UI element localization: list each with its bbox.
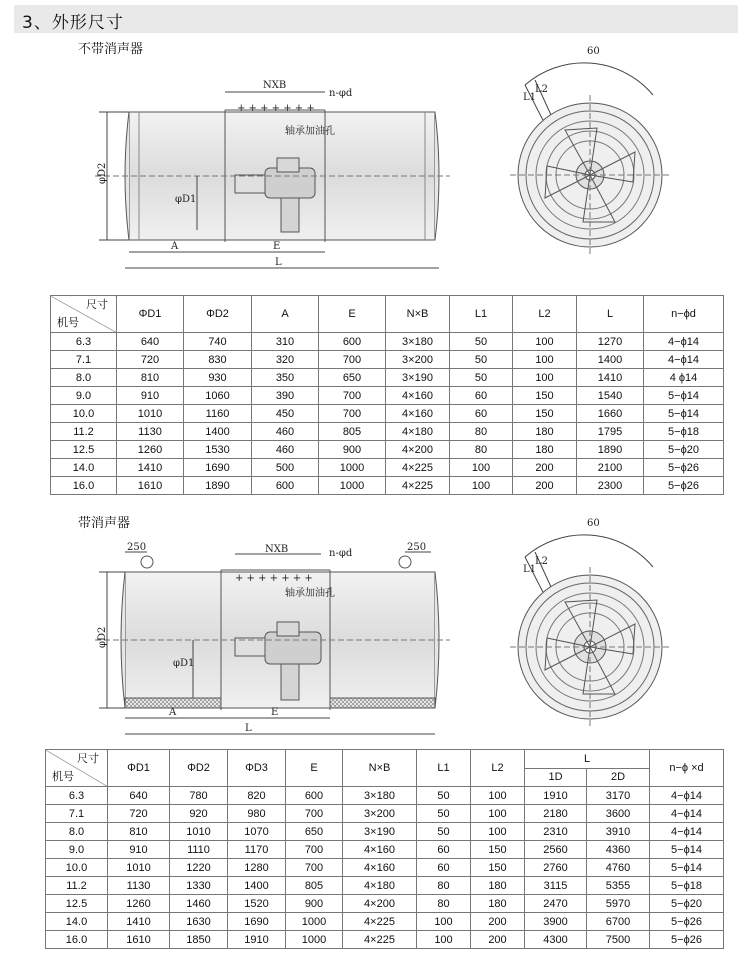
table-cell: 100 [513, 369, 577, 387]
table-cell: 4×160 [386, 387, 450, 405]
table-cell: 100 [513, 351, 577, 369]
table-cell: 900 [319, 441, 386, 459]
model-cell: 16.0 [46, 931, 108, 949]
table-cell: 780 [170, 787, 228, 805]
table-cell: 3×190 [343, 823, 417, 841]
table-cell: 390 [252, 387, 319, 405]
table-cell: 180 [471, 877, 525, 895]
table-row [46, 913, 724, 931]
table-cell: 1410 [117, 459, 184, 477]
table-cell: 460 [252, 441, 319, 459]
table-row [51, 459, 724, 477]
table-cell: 4−ϕ14 [650, 805, 724, 823]
table-row [46, 877, 724, 895]
table-cell: 1270 [577, 333, 644, 351]
table-cell: 910 [108, 841, 170, 859]
table-cell: 4−ϕ14 [644, 351, 724, 369]
model-cell: 16.0 [51, 477, 117, 495]
model-cell: 11.2 [51, 423, 117, 441]
label-bearing-1: 轴承加油孔 [285, 126, 335, 137]
table-row [46, 823, 724, 841]
table-row [51, 369, 724, 387]
table-cell: 200 [471, 913, 525, 931]
side-view-drawing-2 [85, 540, 455, 740]
label-a-1: A [171, 241, 179, 252]
table-cell: 740 [184, 333, 252, 351]
section-title: 3、外形尺寸 [22, 13, 124, 33]
table-cell: 1010 [108, 859, 170, 877]
table-cell: 700 [286, 841, 343, 859]
table-cell: 80 [450, 423, 513, 441]
label-d1-1: φD1 [175, 194, 197, 205]
table-cell: 5−ϕ20 [644, 441, 724, 459]
table-cell: 180 [471, 895, 525, 913]
col-header: N×B [343, 750, 417, 787]
model-cell: 9.0 [46, 841, 108, 859]
table-cell: 5−ϕ26 [644, 459, 724, 477]
table-cell: 1000 [286, 931, 343, 949]
table-cell: 4×160 [343, 841, 417, 859]
table-cell: 5−ϕ26 [650, 931, 724, 949]
table-cell: 920 [170, 805, 228, 823]
table-cell: 50 [417, 805, 471, 823]
col-header: L [577, 296, 644, 333]
table-cell: 3900 [525, 913, 587, 931]
table-cell: 4×160 [343, 859, 417, 877]
table-cell: 5−ϕ26 [650, 913, 724, 931]
label-l2-1: L2 [535, 84, 549, 95]
col-header: A [252, 296, 319, 333]
table-cell: 3×200 [343, 805, 417, 823]
table-cell: 1410 [108, 913, 170, 931]
label-nxb-2: NXB [265, 544, 289, 555]
section-header [14, 5, 738, 33]
label-angle-2: 60 [587, 518, 600, 529]
table-cell: 5−ϕ20 [650, 895, 724, 913]
table-cell: 80 [417, 877, 471, 895]
header-size: 尺寸 [86, 299, 108, 311]
table-cell: 4 ϕ14 [644, 369, 724, 387]
col-header: ΦD2 [170, 750, 228, 787]
table-cell: 4−ϕ14 [644, 333, 724, 351]
model-cell: 9.0 [51, 387, 117, 405]
table-cell: 1400 [184, 423, 252, 441]
label-a-2: A [169, 707, 177, 718]
table-cell: 5−ϕ26 [644, 477, 724, 495]
header-model: 机号 [57, 317, 79, 329]
table-cell: 60 [450, 405, 513, 423]
table-cell: 460 [252, 423, 319, 441]
table-cell: 6700 [587, 913, 650, 931]
table-cell: 650 [286, 823, 343, 841]
col-header: E [286, 750, 343, 787]
table-cell: 50 [417, 787, 471, 805]
table-cell: 1460 [170, 895, 228, 913]
table-cell: 200 [513, 477, 577, 495]
table-cell: 2310 [525, 823, 587, 841]
table-cell: 4×200 [386, 441, 450, 459]
table-cell: 1070 [228, 823, 286, 841]
table-cell: 3600 [587, 805, 650, 823]
label-e-2: E [271, 707, 279, 718]
table-cell: 100 [471, 787, 525, 805]
table-row [51, 477, 724, 495]
table-cell: 1520 [228, 895, 286, 913]
label-nxb-1: NXB [263, 80, 287, 91]
table-cell: 1540 [577, 387, 644, 405]
table-cell: 700 [286, 805, 343, 823]
table-cell: 1690 [228, 913, 286, 931]
table-cell: 1130 [108, 877, 170, 895]
table-row [51, 351, 724, 369]
label-nphid-1: n-φd [329, 88, 353, 99]
table-cell: 5355 [587, 877, 650, 895]
model-cell: 11.2 [46, 877, 108, 895]
table-cell: 1330 [170, 877, 228, 895]
table-cell: 100 [471, 805, 525, 823]
table-cell: 350 [252, 369, 319, 387]
model-cell: 8.0 [51, 369, 117, 387]
table-cell: 600 [252, 477, 319, 495]
model-cell: 14.0 [46, 913, 108, 931]
table-row [51, 441, 724, 459]
col-header: L1 [450, 296, 513, 333]
table-cell: 4×200 [343, 895, 417, 913]
col-header: N×B [386, 296, 450, 333]
table-cell: 100 [513, 333, 577, 351]
col-header: L2 [471, 750, 525, 787]
table-cell: 1690 [184, 459, 252, 477]
table-cell: 900 [286, 895, 343, 913]
table-cell: 450 [252, 405, 319, 423]
label-nphid-2: n-φd [329, 548, 353, 559]
table-cell: 1010 [117, 405, 184, 423]
table-cell: 320 [252, 351, 319, 369]
table-cell: 810 [117, 369, 184, 387]
table-cell: 500 [252, 459, 319, 477]
table-row [51, 333, 724, 351]
table-cell: 720 [117, 351, 184, 369]
col-header: n−ϕ ×d [650, 750, 724, 787]
header-corner-cell [46, 750, 108, 787]
table-cell: 100 [471, 823, 525, 841]
col-header-l-group: L [525, 750, 650, 769]
table-cell: 700 [319, 405, 386, 423]
table-row [51, 387, 724, 405]
table-cell: 310 [252, 333, 319, 351]
table-cell: 5970 [587, 895, 650, 913]
table-cell: 1890 [184, 477, 252, 495]
table-cell: 3×200 [386, 351, 450, 369]
table-cell: 80 [417, 895, 471, 913]
table-body [46, 787, 724, 949]
table-cell: 1000 [319, 477, 386, 495]
table-cell: 640 [108, 787, 170, 805]
col-header: L1 [417, 750, 471, 787]
table-cell: 4×225 [386, 459, 450, 477]
table-cell: 2470 [525, 895, 587, 913]
table-cell: 50 [450, 369, 513, 387]
label-e-1: E [273, 241, 281, 252]
table-cell: 1530 [184, 441, 252, 459]
label-l1-1: L1 [523, 92, 537, 103]
table-cell: 3170 [587, 787, 650, 805]
model-cell: 8.0 [46, 823, 108, 841]
table-cell: 700 [319, 387, 386, 405]
table-cell: 60 [417, 841, 471, 859]
table-cell: 4×225 [343, 931, 417, 949]
table-cell: 1660 [577, 405, 644, 423]
model-cell: 7.1 [46, 805, 108, 823]
table-cell: 910 [117, 387, 184, 405]
table-cell: 650 [319, 369, 386, 387]
table-cell: 5−ϕ14 [644, 387, 724, 405]
table-cell: 1400 [228, 877, 286, 895]
table-cell: 100 [417, 931, 471, 949]
table-row [51, 405, 724, 423]
table-cell: 3×180 [343, 787, 417, 805]
label-250b: 250 [407, 542, 427, 553]
table-cell: 2180 [525, 805, 587, 823]
table-cell: 5−ϕ14 [650, 859, 724, 877]
model-cell: 12.5 [51, 441, 117, 459]
table-cell: 820 [228, 787, 286, 805]
table-cell: 180 [513, 441, 577, 459]
table-cell: 4×160 [386, 405, 450, 423]
table-row [46, 787, 724, 805]
table-cell: 700 [286, 859, 343, 877]
table-cell: 4−ϕ14 [650, 787, 724, 805]
table-cell: 1260 [117, 441, 184, 459]
table-cell: 700 [319, 351, 386, 369]
table-cell: 930 [184, 369, 252, 387]
table-cell: 600 [319, 333, 386, 351]
table-cell: 1850 [170, 931, 228, 949]
table-cell: 7500 [587, 931, 650, 949]
spec-table-with-silencer [45, 749, 724, 949]
label-l-1: L [275, 257, 282, 268]
col-subheader-2d: 2D [587, 768, 650, 787]
table-cell: 805 [319, 423, 386, 441]
model-cell: 6.3 [51, 333, 117, 351]
table-cell: 150 [471, 841, 525, 859]
label-d2-1: φD2 [97, 162, 108, 184]
model-cell: 6.3 [46, 787, 108, 805]
table-cell: 200 [471, 931, 525, 949]
subtitle-with-silencer: 带消声器 [78, 516, 131, 531]
table-cell: 600 [286, 787, 343, 805]
header-model: 机号 [52, 771, 74, 783]
label-250a: 250 [127, 542, 147, 553]
subtitle-without-silencer: 不带消声器 [78, 42, 144, 57]
model-cell: 10.0 [51, 405, 117, 423]
table-cell: 830 [184, 351, 252, 369]
header-corner-cell [51, 296, 117, 333]
label-l2-2: L2 [535, 556, 549, 567]
table-cell: 150 [513, 405, 577, 423]
table-row [46, 859, 724, 877]
col-header: n−ϕd [644, 296, 724, 333]
table-cell: 4×225 [343, 913, 417, 931]
table-cell: 180 [513, 423, 577, 441]
table-cell: 1795 [577, 423, 644, 441]
model-cell: 7.1 [51, 351, 117, 369]
col-header: ΦD1 [108, 750, 170, 787]
table-body [51, 333, 724, 495]
table-cell: 720 [108, 805, 170, 823]
table-cell: 4360 [587, 841, 650, 859]
table-cell: 1410 [577, 369, 644, 387]
label-l-2: L [245, 723, 252, 734]
table-cell: 3115 [525, 877, 587, 895]
table-cell: 2100 [577, 459, 644, 477]
table-cell: 1610 [117, 477, 184, 495]
label-d1-2: φD1 [173, 658, 195, 669]
label-bearing-2: 轴承加油孔 [285, 588, 335, 599]
table-row [46, 895, 724, 913]
table-cell: 2560 [525, 841, 587, 859]
front-view-drawing-1 [505, 40, 675, 265]
table-cell: 5−ϕ14 [650, 841, 724, 859]
col-header: ΦD3 [228, 750, 286, 787]
table-row [51, 423, 724, 441]
label-angle-1: 60 [587, 46, 600, 57]
table-cell: 1160 [184, 405, 252, 423]
model-cell: 10.0 [46, 859, 108, 877]
table-cell: 980 [228, 805, 286, 823]
table-cell: 1000 [319, 459, 386, 477]
table-cell: 1280 [228, 859, 286, 877]
table-cell: 3×180 [386, 333, 450, 351]
table-cell: 810 [108, 823, 170, 841]
table-cell: 5−ϕ18 [650, 877, 724, 895]
col-header: E [319, 296, 386, 333]
table-cell: 80 [450, 441, 513, 459]
col-header: L2 [513, 296, 577, 333]
table-cell: 1010 [170, 823, 228, 841]
col-subheader-1d: 1D [525, 768, 587, 787]
table-cell: 4300 [525, 931, 587, 949]
model-cell: 12.5 [46, 895, 108, 913]
table-cell: 4×225 [386, 477, 450, 495]
model-cell: 14.0 [51, 459, 117, 477]
table-cell: 1610 [108, 931, 170, 949]
table-cell: 100 [450, 477, 513, 495]
side-view-drawing-1 [85, 70, 455, 280]
table-cell: 60 [450, 387, 513, 405]
table-cell: 1110 [170, 841, 228, 859]
table-cell: 4×180 [343, 877, 417, 895]
table-cell: 1630 [170, 913, 228, 931]
header-size: 尺寸 [77, 753, 99, 765]
table-cell: 150 [471, 859, 525, 877]
table-cell: 2760 [525, 859, 587, 877]
table-cell: 100 [450, 459, 513, 477]
table-cell: 3910 [587, 823, 650, 841]
table-cell: 5−ϕ18 [644, 423, 724, 441]
label-l1-2: L1 [523, 564, 537, 575]
col-header: ΦD1 [117, 296, 184, 333]
table-cell: 5−ϕ14 [644, 405, 724, 423]
table-cell: 1260 [108, 895, 170, 913]
table-cell: 1220 [170, 859, 228, 877]
table-cell: 2300 [577, 477, 644, 495]
table-cell: 3×190 [386, 369, 450, 387]
table-cell: 1400 [577, 351, 644, 369]
spec-table-without-silencer [50, 295, 724, 495]
col-header: ΦD2 [184, 296, 252, 333]
table-cell: 1000 [286, 913, 343, 931]
table-cell: 1130 [117, 423, 184, 441]
table-cell: 1910 [525, 787, 587, 805]
table-cell: 50 [450, 351, 513, 369]
table-cell: 1890 [577, 441, 644, 459]
table-cell: 50 [450, 333, 513, 351]
table-row [46, 931, 724, 949]
table-cell: 805 [286, 877, 343, 895]
table-cell: 50 [417, 823, 471, 841]
table-cell: 4−ϕ14 [650, 823, 724, 841]
table-row [46, 841, 724, 859]
table-cell: 200 [513, 459, 577, 477]
table-cell: 1170 [228, 841, 286, 859]
table-cell: 4760 [587, 859, 650, 877]
front-view-drawing-2 [505, 512, 675, 737]
bolt-marks-1: + + + + + + + [237, 103, 315, 114]
table-cell: 100 [417, 913, 471, 931]
table-cell: 1060 [184, 387, 252, 405]
table-cell: 150 [513, 387, 577, 405]
label-d2-2: φD2 [97, 626, 108, 648]
table-cell: 4×180 [386, 423, 450, 441]
table-cell: 640 [117, 333, 184, 351]
table-cell: 1910 [228, 931, 286, 949]
bolt-marks-2: + + + + + + + [235, 573, 313, 584]
table-cell: 60 [417, 859, 471, 877]
table-row [46, 805, 724, 823]
